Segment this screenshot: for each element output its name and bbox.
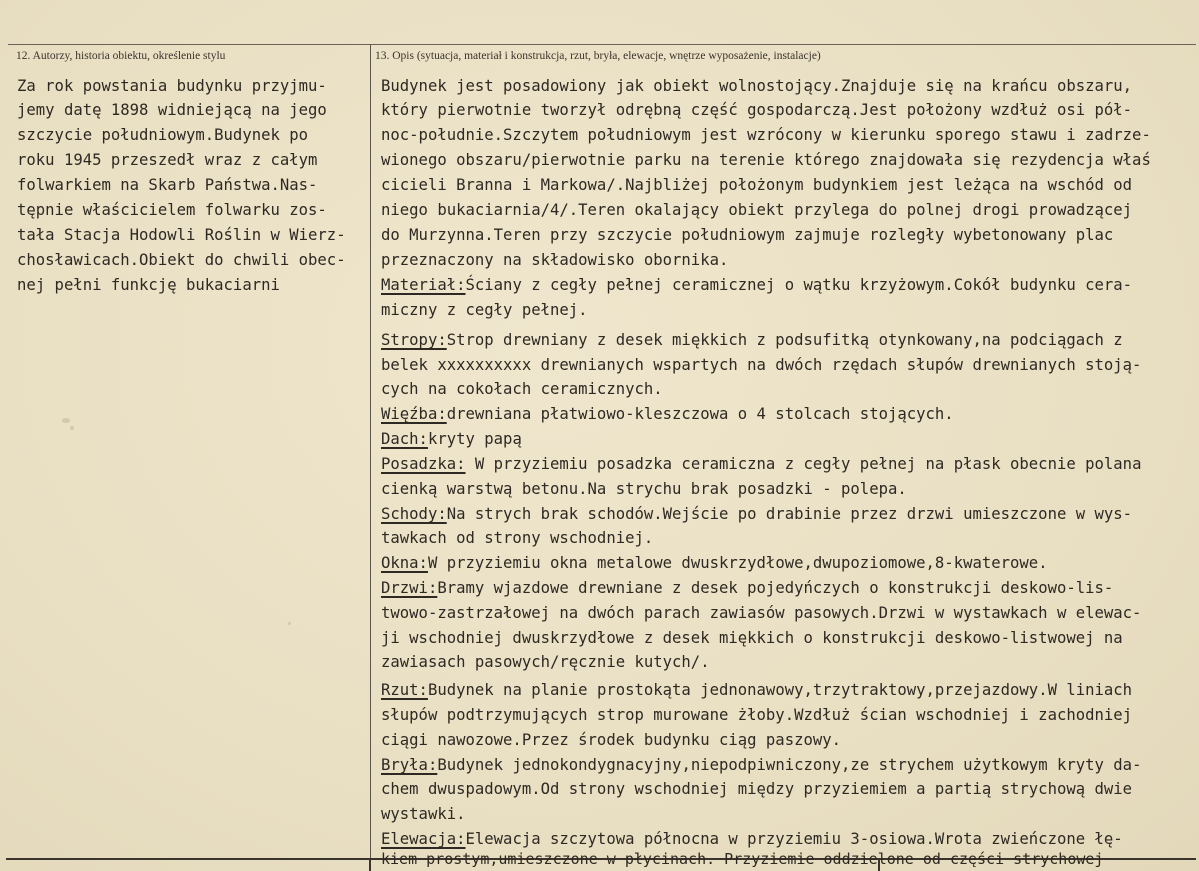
field-label: Posadzka: [381,455,466,473]
field-text: cych na cokołach ceramicznych. [381,380,663,398]
section-12-line: roku 1945 przeszedł wraz z całym [17,151,318,169]
field-text: cicieli Branna i Markowa/.Najbliżej położonym budynkiem jest leżąca na wschód od [381,176,1133,194]
section-12-heading: 12. Autorzy, historia obiektu, określenie stylu [16,50,226,62]
bottom-tick [369,859,371,871]
field-text: W przyziemiu posadzka ceramiczna z cegły pełnej na płask obecnie polana [465,455,1142,473]
section-13-line [381,76,1132,96]
section-13-line [381,150,1151,170]
section-12-line: jemy datę 1898 widniejącą na jego [17,101,327,119]
field-text: Budynek jednokondygnacyjny,niepodpiwniczony,ze strychem użytkowym kryty da- [437,756,1142,774]
field-label: Materiał: [381,276,466,294]
section-13-line [381,175,1132,195]
section-13-line [381,578,1113,598]
field-text: niego bukaciarnia/4/.Teren okalający obiekt przylega do polnej drogi prowadzącej [381,201,1133,219]
field-text: kryty papą [427,430,522,448]
field-text: twowo-zastrzałowej na dwóch parach zawiasów pasowych.Drzwi w wystawkach w elewac- [381,604,1142,622]
field-text: przeznaczony na składowisko obornika. [381,251,729,269]
field-label: Stropy: [381,331,447,349]
field-text: W przyziemiu okna metalowe dwuskrzydłowe,dwupoziomowe,8-kwaterowe. [427,554,1048,572]
section-13-line [381,628,1123,648]
section-13-line [381,429,522,449]
section-13-line [381,275,1132,295]
field-label: Rzut: [381,681,428,699]
field-text: ciągi nawozowe.Przez środek budynku ciąg paszowy. [381,731,842,749]
section-13-line [381,479,907,499]
field-text: Budynek jest posadowiony jak obiekt wolnostojący.Znajduje się na krańcu obszaru, [381,77,1133,95]
section-13-line [381,553,1048,573]
section-13-line [381,200,1132,220]
field-text: tawkach od strony wschodniej. [381,529,654,547]
field-text: cienką warstwą betonu.Na strychu brak posadzki - polepa. [381,480,907,498]
field-text: Bramy wjazdowe drewniane z desek pojedyńczych o konstrukcji deskowo-lis- [437,579,1114,597]
section-13-line [381,504,1132,524]
field-text: ji wschodniej dwuskrzydłowe z desek miękkich o konstrukcji deskowo-listwowej na [381,629,1123,647]
section-13-line [381,705,1132,725]
field-text: Na strych brak schodów.Wejście po drabinie przez drzwi umieszczone w wys- [446,505,1133,523]
field-text: zawiasach pasowych/ręcznie kutych/. [381,653,710,671]
section-13-heading: 13. Opis (sytuacja, materiał i konstrukcja, rzut, bryła, elewacje, wnętrze wyposażenie, instalacje) [375,50,821,62]
field-text: który pierwotnie tworzył odrębną część gospodarczą.Jest położony wzdłuż osi pół- [381,101,1133,119]
section-13-line [381,730,841,750]
field-label: Elewacja: [381,830,466,848]
section-13-line [381,652,710,672]
section-13-line [381,100,1132,120]
field-text: chem dwuspadowym.Od strony wschodniej między przyziemiem a partią strychową dwie [381,780,1133,798]
field-text: wystawki. [381,805,466,823]
field-text: miczny z cegły pełnej. [381,301,588,319]
field-label: Schody: [381,505,447,523]
section-13-line [381,680,1132,700]
section-12-line: Za rok powstania budynku przyjmu- [17,77,327,95]
section-13-line [381,603,1141,623]
field-text: do Murzynna.Teren przy szczycie południowym zajmuje rozległy wybetonowany plac [381,226,1114,244]
section-13-line [381,454,1141,474]
field-label: Bryła: [381,756,438,774]
stain-mark [62,418,70,423]
section-13-line [381,250,728,270]
section-13-line [381,125,1151,145]
field-text: kiem prostym,umieszczone w płycinach. Przyziemie oddzielone od części strychowej [381,850,1104,868]
section-12-line: szczycie południowym.Budynek po [17,126,309,144]
section-13-line [381,755,1141,775]
section-12-line: tała Stacja Hodowli Roślin w Wierz- [17,226,346,244]
field-text: słupów podtrzymujących strop murowane żłoby.Wzdłuż ścian wschodniej i zachodniej [381,706,1133,724]
section-12-line: nej pełni funkcję bukaciarni [17,276,280,294]
field-label: Okna: [381,554,428,572]
section-13-line [381,829,1123,849]
section-13-line [381,404,954,424]
section-13-line [381,779,1132,799]
section-13-line [381,330,1123,350]
field-label: Dach: [381,430,428,448]
field-text: Budynek na planie prostokąta jednonawowy,trzytraktowy,przejazdowy.W liniach [427,681,1133,699]
stain-mark [288,622,291,625]
section-13-line [381,804,466,824]
section-13-line [381,528,653,548]
field-label: Drzwi: [381,579,438,597]
section-12-line: folwarkiem na Skarb Państwa.Nas- [17,176,318,194]
section-13-line [381,379,663,399]
stain-mark [70,426,74,430]
field-text: Strop drewniany z desek miękkich z podsufitką otynkowany,na podciągach z [446,331,1123,349]
section-12-line: chosławicach.Obiekt do chwili obec- [17,251,346,269]
section-13-line [381,225,1113,245]
section-13-line [381,355,1141,375]
section-12-line: tępnie właścicielem folwarku zos- [17,201,327,219]
field-text: Ściany z cegły pełnej ceramicznej o wątku krzyżowym.Cokół budynku cera- [465,276,1133,294]
top-rule [8,44,1196,45]
column-divider [370,44,371,859]
field-text: belek xxxxxxxxxx drewnianych wspartych na dwóch rzędach słupów drewnianych stoją- [381,356,1142,374]
field-label: Więźba: [381,405,447,423]
field-text: noc-południe.Szczytem południowym jest wzrócony w kierunku sporego stawu i zadrze- [381,126,1151,144]
section-13-line [381,849,1103,869]
field-text: Elewacja szczytowa północna w przyziemiu 3-osiowa.Wrota zwieńczone łę- [465,830,1123,848]
field-text: wionego obszaru/pierwotnie parku na terenie którego znajdowała się rezydencja właś [381,151,1151,169]
section-13-line [381,300,588,320]
field-text: drewniana płatwiowo-kleszczowa o 4 stolcach stojących. [446,405,954,423]
